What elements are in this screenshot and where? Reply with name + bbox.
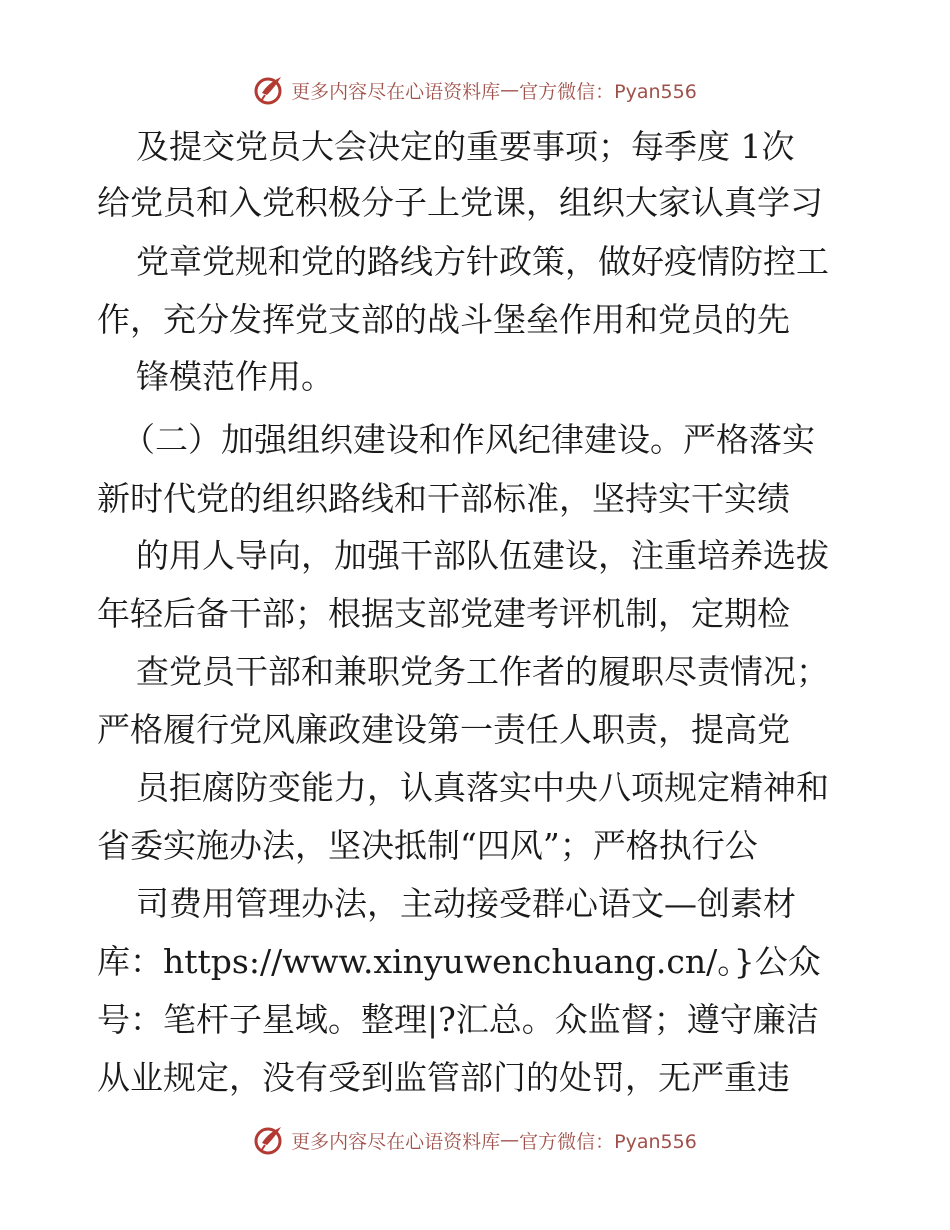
body-line: 的用人导向，加强干部队伍建设，注重培养选拔 [136, 536, 829, 575]
body-line: 严格履行党风廉政建设第一责任人职责，提高党 [97, 710, 790, 749]
body-line: 从业规定，没有受到监管部门的处罚，无严重违 [97, 1058, 790, 1097]
footer-banner-dash: — [500, 1129, 520, 1151]
footer-banner-wechat: 官方微信：Pyan556 [519, 1130, 697, 1153]
quill-logo-icon [253, 73, 287, 107]
body-line: （二）加强组织建设和作风纪律建设。严格落实 [122, 420, 815, 459]
header-banner-text: 更多内容尽在心语资料库 [291, 80, 501, 103]
body-line: 查党员干部和兼职党务工作者的履职尽责情况； [136, 652, 829, 691]
body-line: 员拒腐防变能力，认真落实中央八项规定精神和 [136, 768, 829, 807]
body-line: 给党员和入党积极分子上党课，组织大家认真学习 [97, 183, 823, 222]
header-banner-dash: — [500, 79, 520, 101]
header-watermark-banner [0, 68, 950, 112]
footer-banner-text: 更多内容尽在心语资料库 [291, 1130, 501, 1153]
body-line: 省委实施办法，坚决抵制“四风”；严格执行公 [97, 826, 758, 865]
body-line: 作，充分发挥党支部的战斗堡垒作用和党员的先 [97, 300, 790, 339]
body-line: 新时代党的组织路线和干部标准，坚持实干实绩 [97, 479, 790, 518]
body-line: 号：笔杆子星域。整理|?汇总。众监督；遵守廉洁 [97, 1000, 819, 1039]
body-line: 年轻后备干部；根据支部党建考评机制，定期检 [97, 594, 790, 633]
body-line: 党章党规和党的路线方针政策，做好疫情防控工 [136, 242, 829, 281]
body-line: 及提交党员大会决定的重要事项；每季度 1次 [136, 127, 795, 166]
header-banner-wechat: 官方微信：Pyan556 [519, 80, 697, 103]
body-line: 库：https://www.xinyuwenchuang.cn/。}公众 [97, 942, 821, 981]
body-line: 司费用管理办法，主动接受群心语文—创素材 [136, 884, 796, 923]
body-line: 锋模范作用。 [136, 357, 334, 396]
quill-logo-icon [253, 1123, 287, 1157]
footer-watermark-banner [0, 1118, 950, 1162]
